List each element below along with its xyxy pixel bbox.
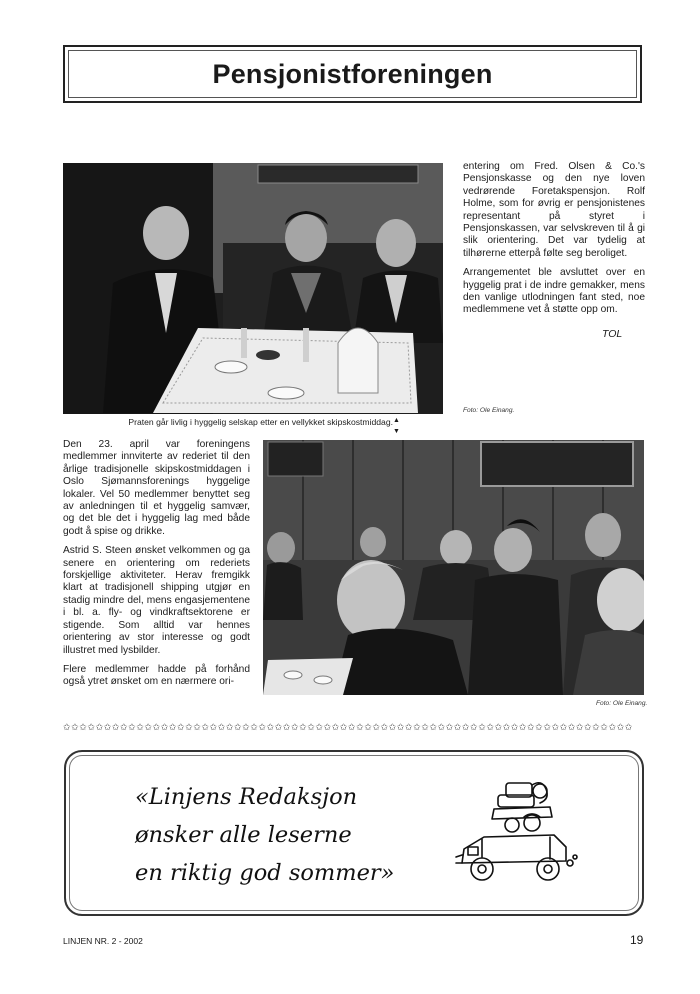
title-box [63, 45, 642, 103]
greeting-line-2: ønsker alle leserne [135, 822, 352, 848]
photo-party-guests-image [263, 440, 644, 695]
right-article-column [463, 161, 645, 324]
star-divider: ✩✩✩✩✩✩✩✩✩✩✩✩✩✩✩✩✩✩✩✩✩✩✩✩✩✩✩✩✩✩✩✩✩✩✩✩✩✩✩✩✩✩✩✩✩✩✩✩✩✩✩✩✩✩✩✩✩✩✩✩✩✩✩✩✩✩✩✩✩✩ [63, 722, 633, 732]
arrow-up-icon: ▲ [393, 417, 400, 424]
greeting-line-3: en riktig god sommer» [135, 860, 395, 886]
footer-issue: LINJEN NR. 2 - 2002 [63, 936, 143, 946]
article-paragraph: Flere medlemmer hadde på forhånd også ytret ønsket om en nærmere ori- [63, 663, 250, 688]
article-paragraph: Arrangementet ble avsluttet over en hyggelig prat i de indre gemakker, mens den vanlige utlodningen fant sted, noe medlemmene vet å støtte opp om. [463, 267, 645, 316]
article-paragraph: Den 23. april var foreningens medlemmer innviterte av rederiet til den årlige tradisjonelle skipskostmiddagen i Oslo Sjømannsforenings hyggelige lokaler. Vel 50 medlemmer benyttet seg av anledningen til et hyggelig samvær, og det ble det i hyggelig lag med både godt å spise og drikke. [63, 439, 250, 537]
photo-party-guests [263, 440, 644, 695]
photo-dinner-table-image [63, 163, 443, 414]
left-article-column [63, 439, 250, 696]
author-signature: TOL [602, 328, 623, 340]
arrow-down-icon: ▼ [393, 428, 400, 435]
page-title: Pensjonistforeningen [212, 58, 493, 89]
article-paragraph: entering om Fred. Olsen & Co.'s Pensjonskasse og den nye loven vedrørende Foretakspensjon. Rolf Holme, som for øvrig er pensjonistenes representant på styret i Pensjonskassen, var selvskreven til å gi slik orientering. Det var tydelig at tilhørerne etterpå følte seg beroliget. [463, 161, 645, 259]
article-paragraph: Astrid S. Steen ønsket velkommen og ga senere en orientering om rederiets forskjellige aktiviteter. Herav fremgikk klart at tradisjonell shipping utgjør en stadig mindre del, mens engasjementene i bl. a. fly- og vindkraftsektorene er stigende. Som alltid var hennes orientering av stor interesse og godt illustret med lysbilder. [63, 545, 250, 656]
greeting-line-1: «Linjens Redaksjon [135, 784, 358, 810]
photo-caption: Praten går livlig i hyggelig selskap etter en vellykket skipskostmiddag. [128, 417, 393, 427]
cartoon-car-with-luggage-icon [454, 777, 579, 889]
photo-credit-bottom: Foto: Ole Einang. [596, 700, 648, 707]
page-number: 19 [630, 933, 644, 947]
photo-credit-top: Foto: Ole Einang. [463, 407, 515, 414]
photo-dinner-table [63, 163, 443, 414]
